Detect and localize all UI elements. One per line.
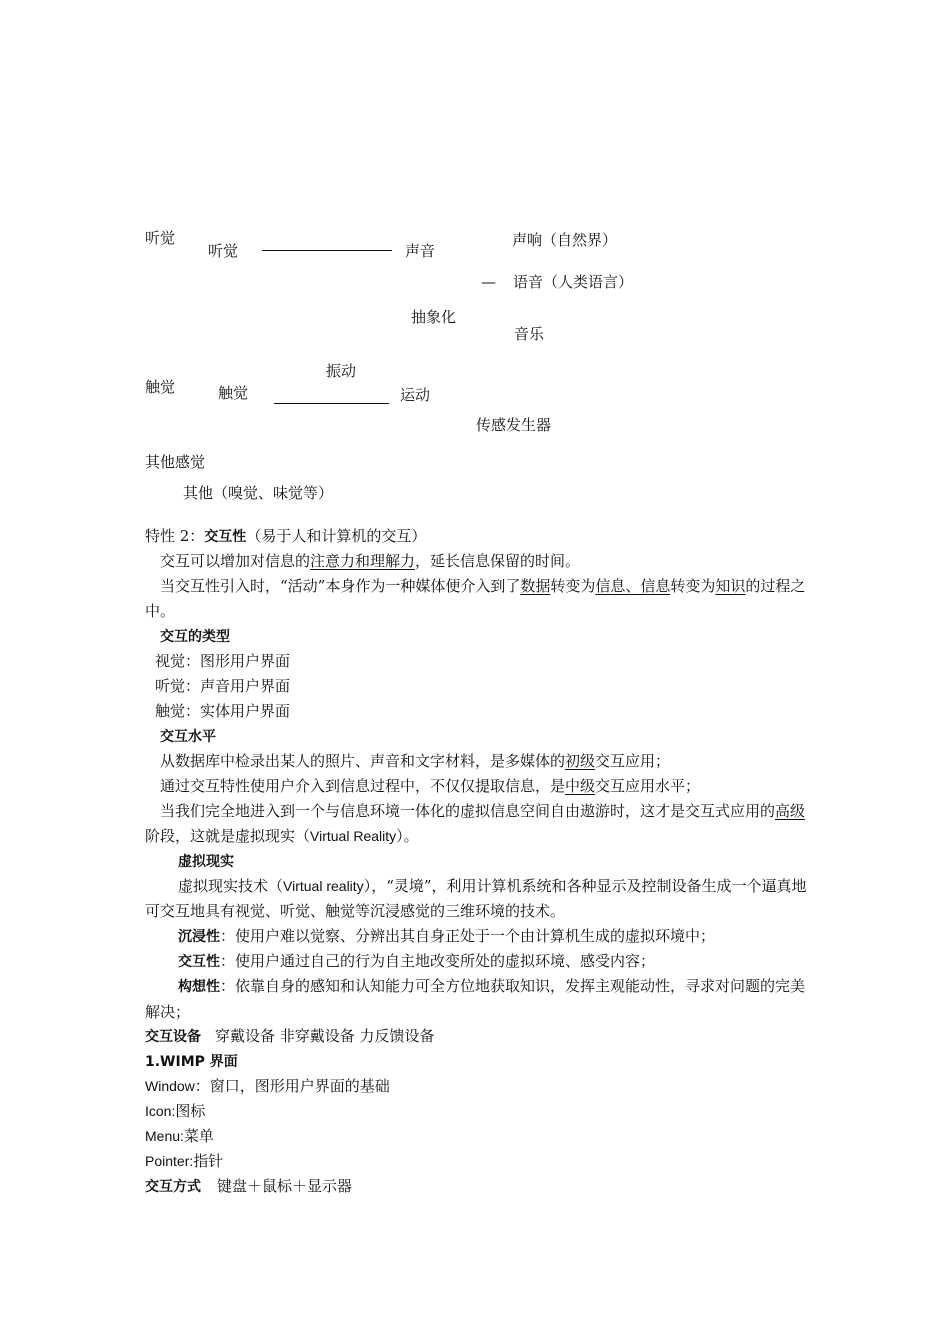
immersion-bold: 沉浸性 [178, 929, 220, 945]
vr-text-b: ），“灵境”，利用计算机系统和各种显示及控制设备生成一个逼真地可交互地具有视觉、听觉、触觉等沉浸感觉的三维环境的技术。 [145, 877, 807, 920]
wimp-pointer [145, 1149, 810, 1174]
interaction-text: ：使用户通过自己的行为自主地改变所处的虚拟环境、感受内容； [220, 952, 656, 970]
vr-definition [145, 874, 810, 924]
wimp-heading [145, 1049, 810, 1075]
speech-node: 语音（人类语言） [513, 273, 634, 291]
music-node: 音乐 [514, 325, 545, 343]
imagination-text: ：依靠自身的感知和认知能力可全方位地获取知识，发挥主观能动性，寻求对问题的完美解决； [145, 977, 806, 1021]
p2-text-d: 的过程之中。 [145, 577, 806, 620]
touch-node: 触觉 [218, 384, 249, 402]
level3-text-c: ）。 [396, 827, 419, 845]
type-audio: 听觉：声音用户界面 [155, 677, 291, 695]
p2-underlined-data: 数据 [520, 577, 551, 595]
pointer-en: Pointer: [145, 1153, 194, 1169]
natural-sound-node: 声响（自然界） [512, 231, 618, 249]
pointer-text: 指针 [193, 1152, 224, 1170]
sound-node: 声音 [405, 242, 436, 260]
interaction-types-heading [145, 624, 825, 650]
icon-en: Icon: [145, 1103, 176, 1119]
level3-english: Virtual Reality [310, 828, 397, 844]
level3-text-a: 当我们完全地进入到一个与信息环境一体化的虚拟信息空间自由遨游时，这才是交互式应用的 [160, 802, 776, 820]
wimp-heading-text: 1.WIMP 界面 [145, 1054, 238, 1070]
level1-underlined: 初级 [565, 752, 596, 770]
vibration-node: 振动 [326, 362, 357, 380]
sensor-node: 传感发生器 [476, 416, 552, 434]
interaction-paragraph-1 [145, 549, 825, 574]
hearing-node: 听觉 [208, 242, 239, 260]
other-senses-detail: 其他（嗅觉、味觉等） [183, 484, 334, 502]
level-basic [145, 749, 825, 774]
level2-text-a: 通过交互特性使用户介入到信息过程中，不仅仅提取信息，是 [160, 777, 566, 795]
vr-text-a: 虚拟现实技术（ [178, 877, 284, 895]
level-advanced [145, 799, 810, 849]
vr-heading [145, 849, 843, 875]
touch-category-label: 触觉 [145, 378, 176, 396]
window-text: ：窗口，图形用户界面的基础 [194, 1077, 390, 1095]
feature2-bold: 交互性 [204, 529, 247, 545]
types-heading-text: 交互的类型 [160, 629, 230, 645]
interaction-devices [145, 1024, 810, 1050]
icon-text: 图标 [175, 1102, 206, 1120]
devices-text: 穿戴设备 非穿戴设备 力反馈设备 [215, 1027, 435, 1045]
abstraction-node: 抽象化 [411, 308, 457, 326]
feature2-heading [145, 524, 810, 550]
feature2-prefix: 特性 2： [145, 527, 205, 545]
touch-connector-line [274, 403, 389, 404]
p2-underlined-info: 信息、信息 [595, 577, 671, 595]
wimp-menu [145, 1124, 810, 1149]
motion-node: 运动 [400, 386, 431, 404]
devices-bold: 交互设备 [145, 1029, 201, 1045]
level2-text-b: 交互应用水平； [595, 777, 701, 795]
level2-underlined: 中级 [565, 777, 596, 795]
level1-text-b: 交互应用； [595, 752, 671, 770]
interaction-paragraph-2 [145, 574, 810, 624]
level-heading-text: 交互水平 [160, 729, 216, 745]
wimp-icon [145, 1099, 810, 1124]
vr-imagination [145, 974, 810, 1025]
p2-text-b: 转变为 [550, 577, 596, 595]
p2-text-a: 当交互性引入时，“活动”本身作为一种媒体便介入到了 [160, 577, 521, 595]
imagination-bold: 构想性 [178, 979, 220, 995]
type-touch: 触觉：实体用户界面 [155, 702, 291, 720]
level3-underlined: 高级 [775, 802, 806, 820]
p1-text-a: 交互可以增加对信息的 [160, 552, 311, 570]
level1-text-a: 从数据库中检录出某人的照片、声音和文字材料，是多媒体的 [160, 752, 566, 770]
window-en: Window [145, 1078, 195, 1094]
wimp-window [145, 1074, 810, 1099]
vr-english: Virtual reality [283, 878, 364, 894]
mode-text: 键盘＋鼠标＋显示器 [217, 1177, 353, 1195]
other-senses-label: 其他感觉 [145, 453, 206, 471]
immersion-text: ：使用户难以觉察、分辨出其自身正处于一个由计算机生成的虚拟环境中； [220, 927, 716, 945]
vr-heading-text: 虚拟现实 [178, 854, 234, 870]
p1-text-b: ，延长信息保留的时间。 [415, 552, 581, 570]
level3-text-b: 阶段，这就是虚拟现实（ [145, 827, 311, 845]
p2-text-c: 转变为 [670, 577, 716, 595]
p2-underlined-knowledge: 知识 [715, 577, 746, 595]
p1-underlined: 注意力和理解力 [310, 552, 416, 570]
hearing-connector-line [262, 250, 392, 251]
interaction-level-heading [145, 724, 825, 750]
menu-en: Menu: [145, 1128, 184, 1144]
mode-bold: 交互方式 [145, 1179, 201, 1195]
interaction-mode [145, 1174, 810, 1200]
hearing-category-label: 听觉 [145, 229, 176, 247]
feature2-suffix: （易于人和计算机的交互） [246, 527, 427, 545]
type-visual: 视觉：图形用户界面 [155, 652, 291, 670]
menu-text: 菜单 [183, 1127, 214, 1145]
level-intermediate [145, 774, 825, 799]
interaction-bold: 交互性 [178, 954, 220, 970]
speech-dash: — [481, 273, 496, 291]
vr-interaction [145, 949, 843, 975]
vr-immersion [145, 924, 843, 950]
